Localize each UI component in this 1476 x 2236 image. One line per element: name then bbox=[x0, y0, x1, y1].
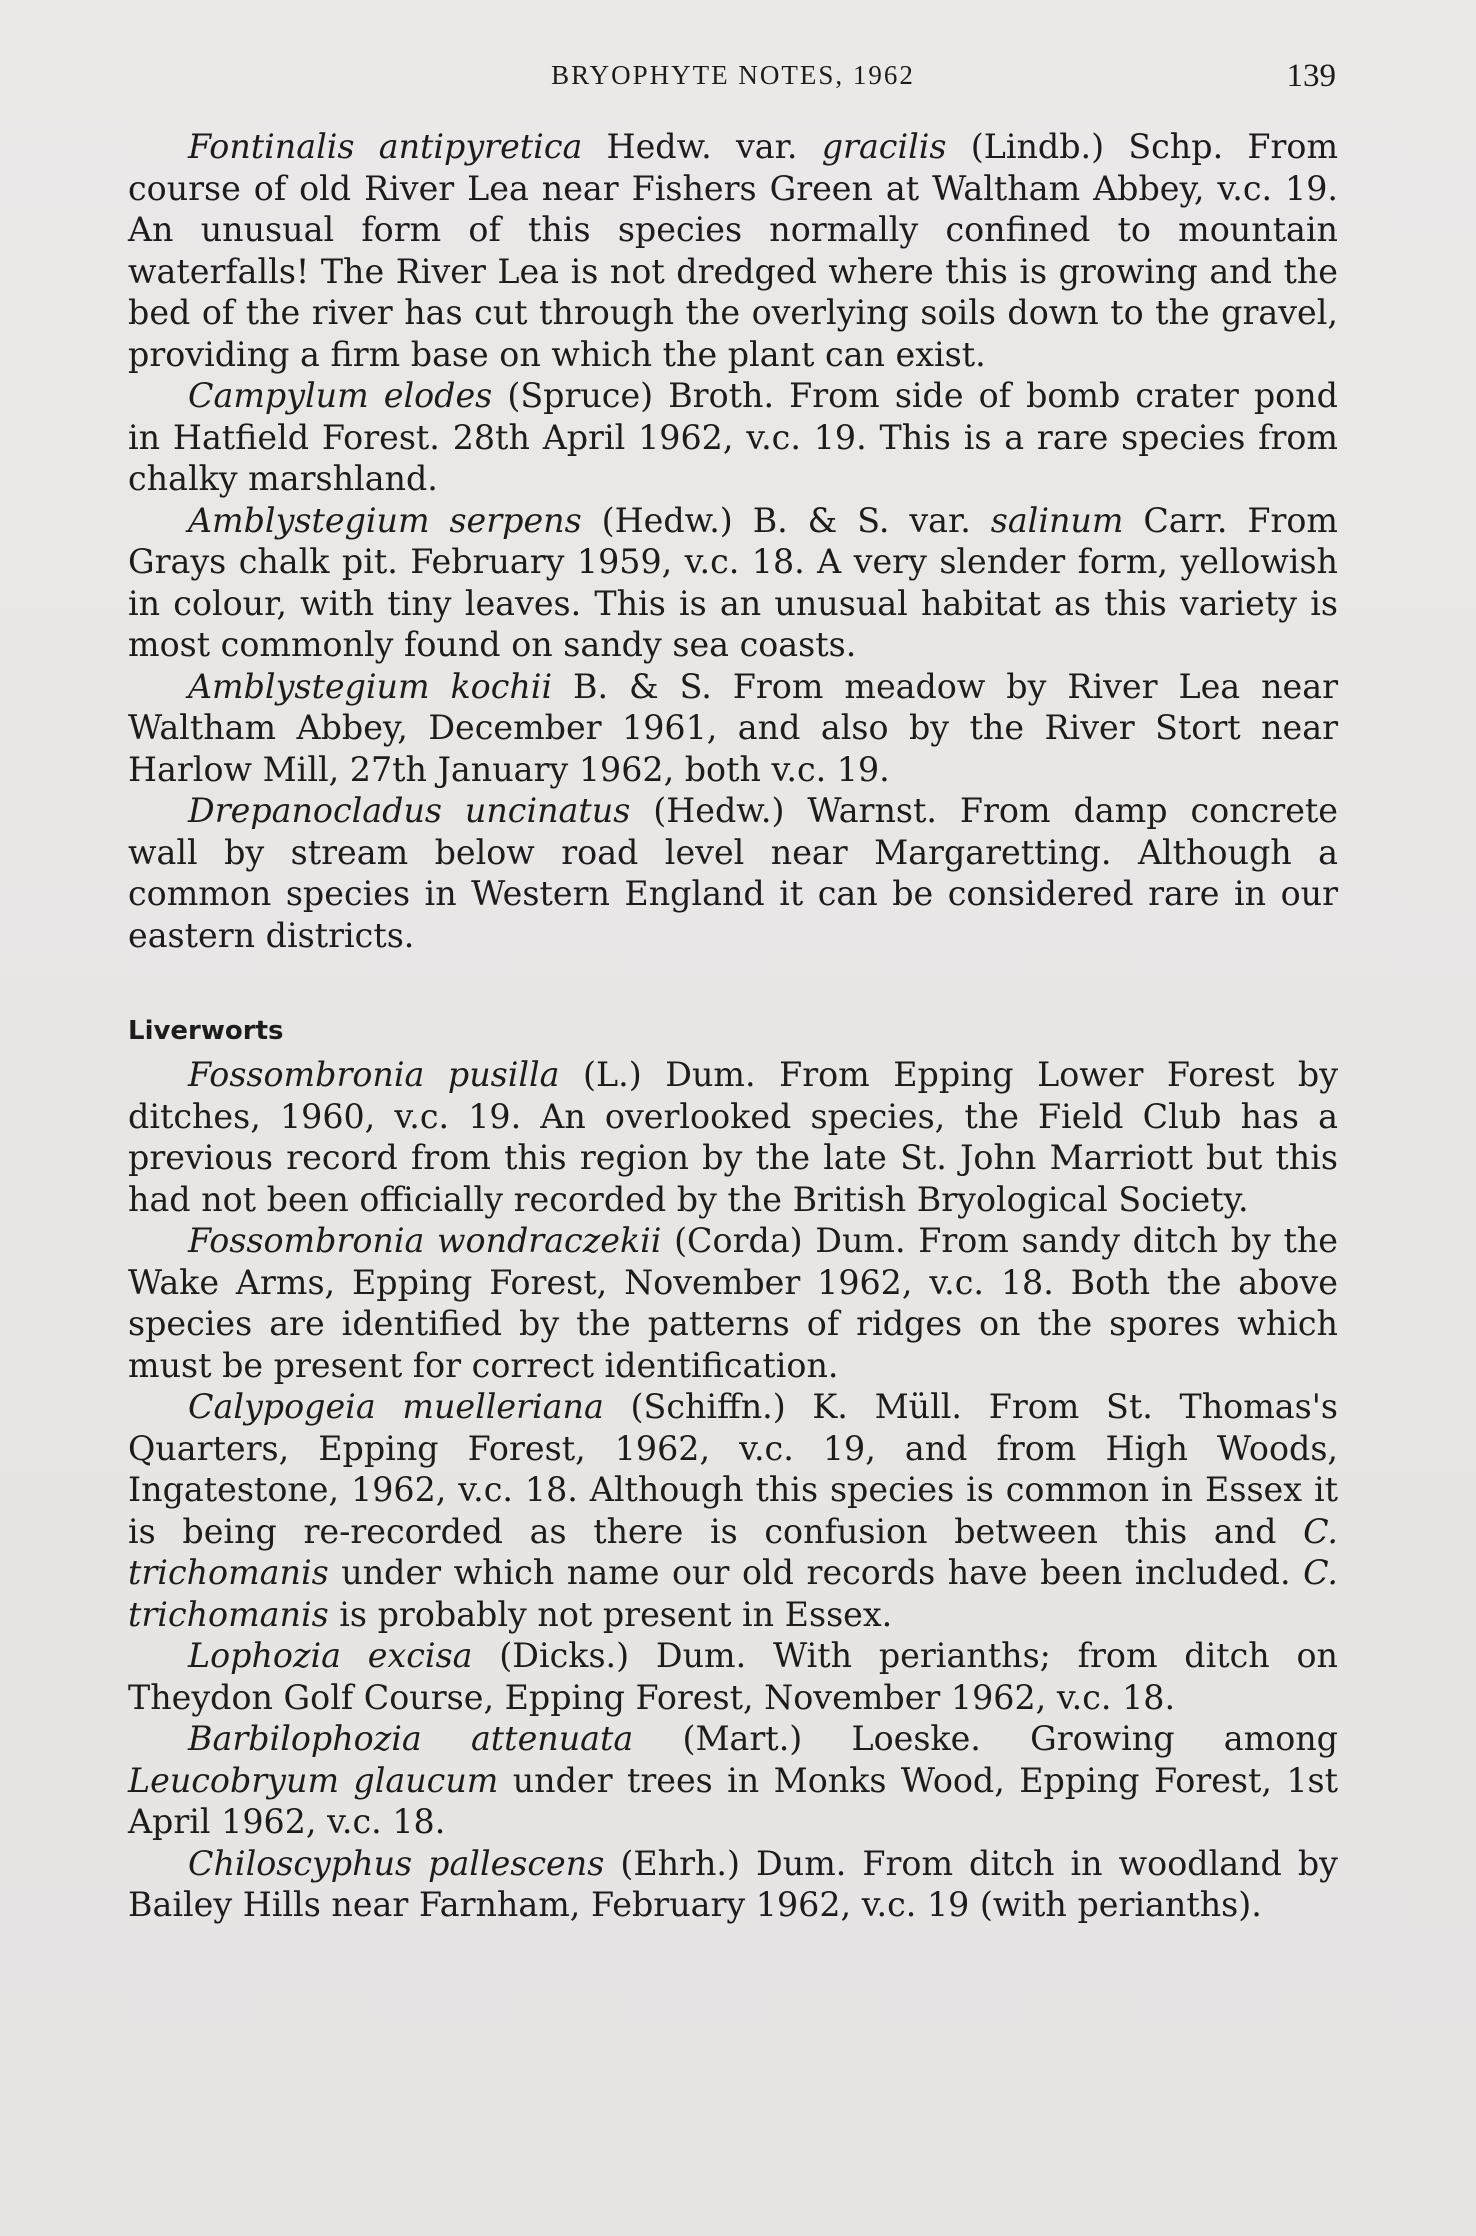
page-number: 139 bbox=[1286, 58, 1336, 94]
species-name: Amblystegium kochii bbox=[188, 666, 553, 706]
running-head bbox=[128, 56, 1338, 96]
entry-text: (Lindb.) Schp. From course of old River Lea near Fishers Green at Waltham Abbey, v.c. 19. An unusual form of this species normally confined to mountain waterfalls! The River Lea is not dredged where this is growing and the bed of the river has cut through the overlying soils down to the gravel, providing a firm base on which the plant can exist. bbox=[128, 127, 1339, 374]
species-name: Fossombronia wondraczekii bbox=[188, 1221, 662, 1260]
species-entry-campylum-elodes bbox=[128, 375, 1338, 500]
variety-name: salinum bbox=[990, 500, 1124, 540]
section-heading-liverworts: Liverworts bbox=[128, 1016, 284, 1046]
species-entry-fossombronia-pusilla bbox=[128, 1054, 1338, 1220]
entry-text: is probably not present in Essex. bbox=[328, 1594, 893, 1634]
species-name-inline: C. trichomanis bbox=[128, 1511, 1338, 1592]
species-name: Lophozia excisa bbox=[188, 1636, 473, 1675]
species-entry-amblystegium-serpens bbox=[128, 500, 1338, 666]
entry-text: under which name our old records have been included. bbox=[328, 1553, 1304, 1592]
entry-text: (Ehrh.) Dum. From ditch in woodland by Bailey Hills near Farnham, February 1962, v.c. 19 (with perianths). bbox=[128, 1843, 1338, 1924]
entry-text: (Dicks.) Dum. With perianths; from ditch on Theydon Golf Course, Epping Forest, November 1962, v.c. 18. bbox=[128, 1636, 1339, 1717]
species-name: Campylum elodes bbox=[188, 376, 493, 415]
entry-authority: (Hedw.) B. & S. var. bbox=[581, 500, 991, 540]
species-entry-drepanocladus-uncinatus bbox=[128, 790, 1338, 956]
variety-name: gracilis bbox=[821, 127, 947, 166]
species-name: Amblystegium serpens bbox=[188, 500, 582, 540]
species-name-inline: C. trichomanis bbox=[128, 1553, 1338, 1634]
species-name: Chiloscyphus pallescens bbox=[188, 1843, 605, 1883]
species-entry-chiloscyphus-pallescens bbox=[128, 1843, 1338, 1926]
species-entry-barbilophozia-attenuata bbox=[128, 1718, 1338, 1843]
entry-text: (Corda) Dum. From sandy ditch by the Wake Arms, Epping Forest, November 1962, v.c. 18. Both the above species are identified by the patterns of ridges on the spores which must be present for correct identification. bbox=[128, 1221, 1338, 1385]
entry-text: (Mart.) Loeske. Growing among bbox=[633, 1719, 1338, 1758]
species-name: Fontinalis antipyretica bbox=[188, 127, 583, 166]
entry-text: (Spruce) Broth. From side of bomb crater pond in Hatfield Forest. 28th April 1962, v.c. 19. This is a rare species from chalky marshland. bbox=[128, 376, 1338, 498]
species-entry-amblystegium-kochii bbox=[128, 666, 1338, 791]
entry-text: Carr. From Grays chalk pit. February 1959, v.c. 18. A very slender form, yellowish in colour, with tiny leaves. This is an unusual habitat as this variety is most commonly found on sandy sea coasts. bbox=[128, 500, 1338, 664]
species-entry-lophozia-excisa bbox=[128, 1635, 1338, 1718]
species-name: Drepanocladus uncinatus bbox=[188, 791, 631, 830]
entry-authority: Hedw. var. bbox=[582, 127, 822, 166]
species-entry-fontinalis-antipyretica bbox=[128, 126, 1338, 375]
entry-text: B. & S. From meadow by River Lea near Waltham Abbey, December 1961, and also by the River Stort near Harlow Mill, 27th January 1962, both v.c. 19. bbox=[128, 666, 1338, 789]
entry-text: (L.) Dum. From Epping Lower Forest by ditches, 1960, v.c. 19. An overlooked species, the Field Club has a previous record from this region by the late St. John Marriott but this had not been officially recorded by the British Bryological Society. bbox=[128, 1055, 1339, 1219]
entry-text: under trees in Monks Wood, Epping Forest, 1st April 1962, v.c. 18. bbox=[128, 1760, 1338, 1841]
species-entry-fossombronia-wondraczekii bbox=[128, 1220, 1338, 1386]
species-entry-calypogeia-muelleriana bbox=[128, 1386, 1338, 1635]
species-name: Fossombronia pusilla bbox=[188, 1055, 560, 1094]
entry-text: (Schiffn.) K. Müll. From St. Thomas's Quarters, Epping Forest, 1962, v.c. 19, and from High Woods, Ingatestone, 1962, v.c. 18. Although this species is common in Essex it is being re-recorded as there is confusion between this and bbox=[128, 1387, 1338, 1551]
entry-text: (Hedw.) Warnst. From damp concrete wall by stream below road level near Margaretting. Although a common species in Western England it can be considered rare in our eastern districts. bbox=[128, 791, 1338, 955]
species-name-inline: Leucobryum glaucum bbox=[128, 1760, 499, 1800]
body-text bbox=[128, 126, 1338, 1926]
running-title: BRYOPHYTE NOTES, 1962 bbox=[551, 60, 915, 90]
species-name: Calypogeia muelleriana bbox=[188, 1387, 604, 1426]
species-name: Barbilophozia attenuata bbox=[188, 1719, 634, 1758]
